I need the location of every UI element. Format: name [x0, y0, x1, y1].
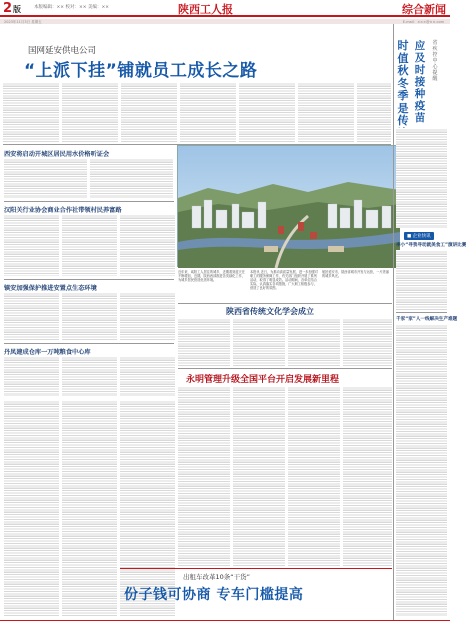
story-body — [62, 292, 117, 340]
story-headline: 镇安加强保护推进安置点生态环境 — [4, 285, 97, 292]
story-headline: 永明管理升级全国平台开启发展新里程 — [186, 375, 340, 385]
story-headline: 丹凤建成仓库一万吨粮食中心库 — [4, 349, 91, 356]
story-body — [120, 356, 175, 396]
photo-caption-right: 航拍延安市，陕西省城市开发与运营，一片美丽的城乡风光。 — [322, 270, 389, 278]
lead-headline: “上派下挂”铺就员工成长之路 — [24, 61, 258, 81]
lead-column-6 — [298, 82, 354, 142]
lead-column-5 — [239, 82, 295, 142]
newspaper-logo: 陕西工人报 — [178, 3, 233, 16]
story-body — [233, 386, 285, 566]
divider — [178, 368, 392, 369]
story-body — [396, 128, 447, 228]
story-headline: 千家“家”人一线解决生产难题 — [396, 317, 458, 322]
divider — [396, 312, 447, 313]
page-number: 2版 — [3, 1, 22, 16]
masthead-meta: 本版编辑：×× 校对：×× 美编：×× — [34, 5, 109, 10]
story-body — [178, 318, 230, 366]
story-body — [4, 356, 59, 396]
photo-caption-left: 近年来，咸阳工人居住的城乡，近期看到蓝天在不断增加，近期，陕西西部推进各类绿化工作，为城乡居民营造优美环境。 — [178, 270, 245, 282]
vertical-kicker: 省疾控中心提醒 — [432, 40, 438, 82]
lead-column-1 — [3, 82, 59, 142]
story-headline: 李小“寻我寻动就美食工”演讲比赛 — [396, 243, 466, 248]
vertical-headline-2: 应及时接种疫苗 — [414, 40, 426, 124]
bottom-kicker: 出租车改革10条“干货” — [183, 573, 251, 581]
story-body — [4, 158, 87, 198]
news-photo — [177, 145, 399, 267]
lead-column-3 — [121, 82, 177, 142]
issue-date: 2023年11月3日 星期五 — [4, 19, 42, 24]
aerial-photo-illustration — [178, 146, 400, 268]
masthead — [0, 0, 450, 17]
photo-caption-mid: 本报讯 近日，为推动高质量发展，进一步加强对职工的服务保障工作，有关部门组织开展了系列活动，取得了明显成效。活动期间，各单位结合实际，认真落实各项措施，广大职工积极参与，营造了良好的氛围。 — [250, 270, 318, 290]
section-badge: ■ 企业快讯 — [404, 232, 434, 240]
divider — [4, 343, 174, 344]
divider — [178, 303, 392, 304]
story-body — [396, 250, 447, 310]
story-body — [178, 386, 230, 566]
story-headline: 汉阳关行业协会商业合作社带领村民养富路 — [4, 207, 122, 214]
story-body — [233, 318, 285, 366]
story-body — [120, 214, 175, 276]
story-body — [396, 324, 447, 616]
bottom-headline: 份子钱可协商 专车门槛提高 — [124, 587, 304, 603]
story-headline: 陕西省传统文化学会成立 — [226, 307, 314, 316]
divider — [4, 279, 174, 280]
divider — [4, 201, 174, 202]
story-body — [343, 318, 392, 366]
story-body — [4, 214, 59, 276]
page-footer — [0, 620, 450, 628]
lead-column-7 — [357, 82, 391, 142]
story-body — [343, 386, 392, 566]
lead-kicker: 国网延安供电公司 — [28, 46, 97, 56]
story-body — [62, 356, 117, 396]
lead-column-4 — [180, 82, 236, 142]
story-body — [4, 400, 59, 616]
story-headline: 西安将启动开城区居民用水价格听证会 — [4, 151, 110, 158]
story-body — [90, 158, 173, 198]
story-body — [4, 292, 59, 340]
story-body — [62, 400, 117, 616]
story-body — [62, 214, 117, 276]
section-title: 综合新闻 — [402, 3, 446, 16]
divider — [120, 568, 392, 569]
lead-column-2 — [62, 82, 118, 142]
story-body — [288, 318, 340, 366]
date-bar — [0, 19, 450, 24]
vertical-headline-1: 时值秋冬季是传 — [397, 39, 409, 127]
contact-email: E-mail：×××@××.com — [402, 19, 444, 24]
story-body — [288, 386, 340, 566]
story-body — [120, 292, 175, 340]
